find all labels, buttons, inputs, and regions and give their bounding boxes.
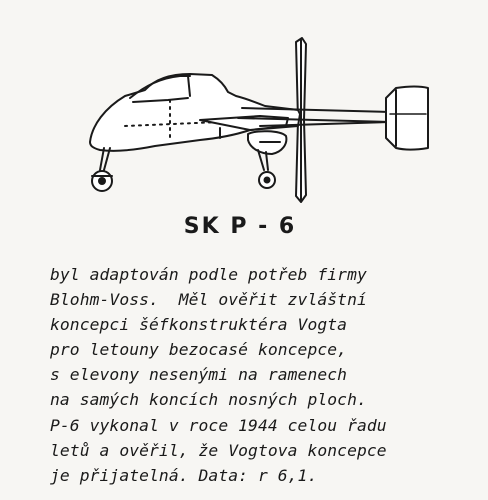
- tail-fin: [386, 87, 428, 150]
- text-line: Blohm-Voss. Měl ověřit zvláštní: [50, 290, 367, 310]
- text-line: koncepci šéfkonstruktéra Vogta: [50, 315, 348, 335]
- figure-caption: SK P - 6: [183, 214, 297, 239]
- text-line: letů a ověřil, že Vogtova koncepce: [50, 440, 387, 460]
- text-line: s elevony nesenými na ramenech: [50, 365, 348, 385]
- text-line: byl adaptován podle potřeb firmy: [50, 265, 367, 284]
- description-paragraph: [50, 262, 450, 488]
- aircraft-illustration: [60, 30, 450, 215]
- text-line: na samých koncích nosných ploch.: [50, 390, 367, 410]
- text-line: je přijatelná. Data: r 6,1.: [50, 465, 318, 485]
- text-line: P-6 vykonal v roce 1944 celou řadu: [50, 415, 387, 435]
- text-line: pro letouny bezocasé koncepce,: [50, 340, 348, 360]
